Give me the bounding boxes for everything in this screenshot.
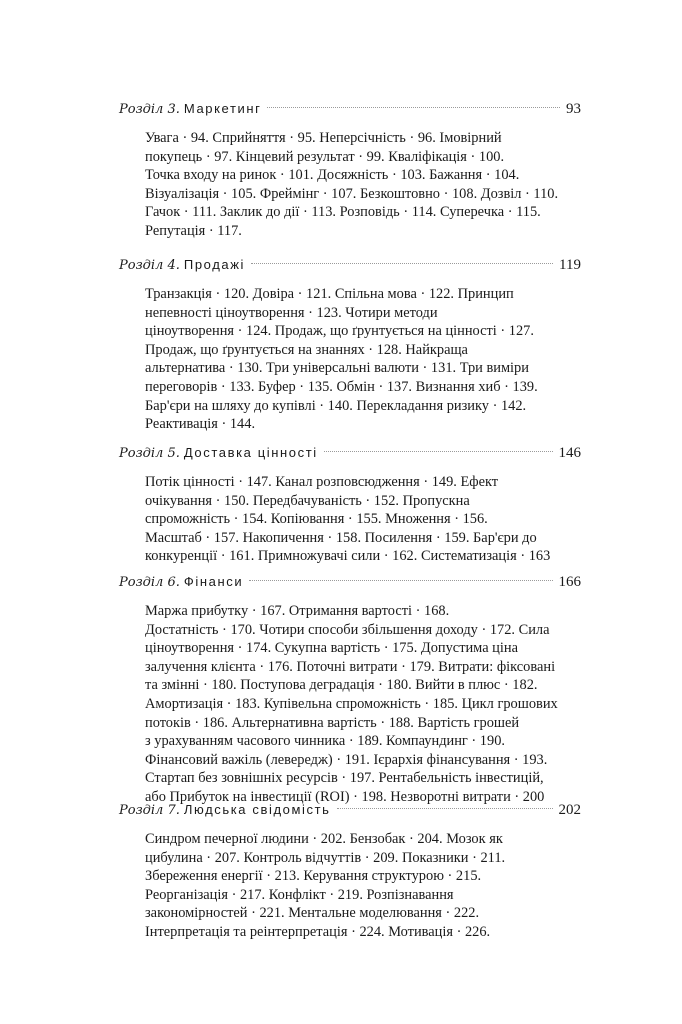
chapter-number: Розділ 4.: [119, 258, 180, 273]
topic-line: Точка входу на ринок · 101. Досяжність · 103. Бажання · 104.: [145, 167, 520, 184]
topic-line: залучення клієнта · 176. Поточні витрати · 179. Витрати: фіксовані: [145, 658, 556, 675]
chapter-heading: [119, 800, 581, 820]
topic-line: Реорганізація · 217. Конфлікт · 219. Розпізнавання: [145, 886, 454, 903]
topic-line: Інтерпретація та реінтерпретація · 224. Мотивація · 226.: [145, 923, 491, 940]
chapter-title: Продажі: [183, 257, 245, 272]
topic-line: потоків · 186. Альтернативна вартість · 188. Вартість грошей: [145, 714, 520, 731]
dot-leader: [324, 451, 553, 452]
topic-line: Масштаб · 157. Накопичення · 158. Посилення · 159. Бар'єри до: [145, 529, 537, 546]
dot-leader: [337, 808, 553, 809]
topic-line: Гачок · 111. Заклик до дії · 113. Розповідь · 114. Суперечка · 115.: [145, 204, 541, 221]
toc-section-chapter-5: [119, 443, 581, 566]
topic-line: переговорів · 133. Буфер · 135. Обмін · 137. Визнання хиб · 139.: [145, 378, 538, 395]
chapter-number: Розділ 7.: [119, 803, 180, 818]
topic-line: Синдром печерної людини · 202. Бензобак · 204. Мозок як: [145, 831, 503, 847]
chapter-number: Розділ 5.: [119, 446, 180, 461]
topic-line: Репутація · 117.: [145, 222, 242, 239]
chapter-page-number: 119: [559, 257, 581, 273]
topic-list: [145, 285, 581, 434]
toc-section-chapter-4: [119, 255, 581, 434]
topic-line: з урахуванням часового чинника · 189. Компаундинг · 190.: [145, 733, 505, 750]
topic-line: Фінансовий важіль (левередж) · 191. Ієрархія фінансування · 193.: [145, 751, 548, 768]
topic-line: очікування · 150. Передбачуваність · 152. Пропускна: [145, 492, 470, 509]
dot-leader: [267, 107, 560, 108]
toc-section-chapter-3: [119, 99, 581, 241]
topic-line: Реактивація · 144.: [145, 416, 256, 433]
chapter-number: Розділ 3.: [119, 102, 180, 117]
topic-line: Достатність · 170. Чотири способи збільшення доходу · 172. Сила: [145, 621, 550, 638]
topic-line: Маржа прибутку · 167. Отримання вартості · 168.: [145, 603, 450, 619]
topic-list: [145, 830, 581, 942]
topic-line: або Прибуток на інвестиції (ROI) · 198. Незворотні витрати · 200: [145, 788, 545, 805]
topic-line: Стартап без зовнішніх ресурсів · 197. Рентабельність інвестицій,: [145, 770, 544, 787]
topic-line: Транзакція · 120. Довіра · 121. Спільна мова · 122. Принцип: [145, 286, 514, 302]
topic-line: ціноутворення · 174. Сукупна вартість · 175. Допустима ціна: [145, 640, 518, 657]
chapter-heading: [119, 443, 581, 463]
topic-line: альтернатива · 130. Три універсальні валюти · 131. Три виміри: [145, 360, 529, 377]
topic-line: Збереження енергії · 213. Керування структурою · 215.: [145, 868, 482, 885]
chapter-heading: [119, 572, 581, 592]
dot-leader: [251, 263, 553, 264]
topic-line: Амортизація · 183. Купівельна спроможність · 185. Цикл грошових: [145, 695, 558, 712]
toc-section-chapter-7: [119, 800, 581, 942]
topic-line: Потік цінності · 147. Канал розповсюдження · 149. Ефект: [145, 474, 499, 490]
chapter-heading: [119, 99, 581, 119]
topic-line: спроможність · 154. Копіювання · 155. Множення · 156.: [145, 511, 488, 528]
topic-line: Продаж, що ґрунтується на знаннях · 128. Найкраща: [145, 341, 468, 358]
topic-line: Увага · 94. Сприйняття · 95. Неперсічність · 96. Імовірний: [145, 130, 502, 146]
dot-leader: [249, 580, 552, 581]
topic-line: закономірностей · 221. Ментальне моделювання · 222.: [145, 905, 480, 922]
topic-line: цибулина · 207. Контроль відчуттів · 209. Показники · 211.: [145, 849, 506, 866]
topic-line: Бар'єри на шляху до купівлі · 140. Перекладання ризику · 142.: [145, 397, 527, 414]
toc-section-chapter-6: [119, 572, 581, 807]
topic-line: конкуренції · 161. Примножувачі сили · 162. Систематизація · 163: [145, 548, 551, 565]
topic-line: та змінні · 180. Поступова деградація · 180. Вийти в плюс · 182.: [145, 677, 538, 694]
chapter-title: Фінанси: [183, 574, 244, 589]
chapter-title: Доставка цінності: [183, 445, 318, 460]
chapter-page-number: 146: [558, 445, 581, 461]
chapter-page-number: 202: [558, 802, 581, 818]
topic-list: [145, 602, 581, 807]
chapter-title: Маркетинг: [183, 101, 262, 116]
chapter-title: Людська свідомість: [183, 802, 331, 817]
topic-line: покупець · 97. Кінцевий результат · 99. Кваліфікація · 100.: [145, 148, 505, 165]
chapter-heading: [119, 255, 581, 275]
chapter-number: Розділ 6.: [119, 575, 180, 590]
topic-line: ціноутворення · 124. Продаж, що ґрунтується на цінності · 127.: [145, 323, 534, 340]
topic-list: [145, 129, 581, 241]
topic-line: непевності ціноутворення · 123. Чотири методи: [145, 304, 438, 321]
topic-list: [145, 473, 581, 566]
topic-line: Візуалізація · 105. Фреймінг · 107. Безкоштовно · 108. Дозвіл · 110.: [145, 185, 559, 202]
chapter-page-number: 166: [558, 574, 581, 590]
chapter-page-number: 93: [566, 101, 581, 117]
